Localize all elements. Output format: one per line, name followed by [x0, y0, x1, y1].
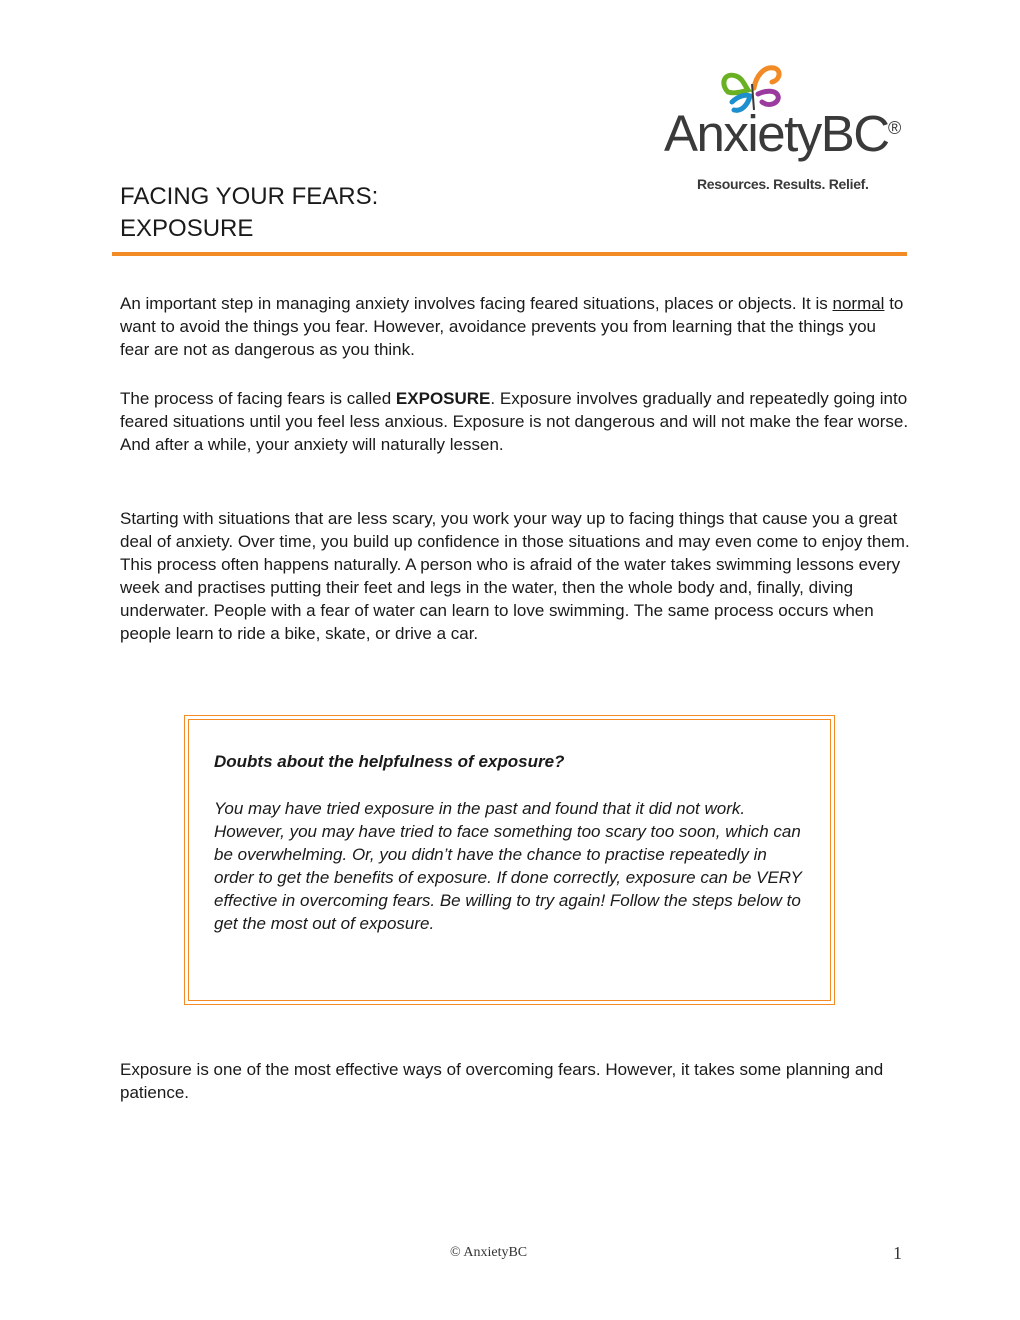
- closing-paragraph: Exposure is one of the most effective ways of overcoming fears. However, it takes some planning and patience.: [120, 1060, 884, 1102]
- logo-wordmark: AnxietyBC: [664, 105, 889, 162]
- callout-inner-border: [188, 719, 831, 1001]
- title-line-2: EXPOSURE: [120, 215, 254, 242]
- title-line-1: FACING YOUR FEARS:: [120, 183, 379, 210]
- p1-underlined-word: normal: [832, 294, 885, 313]
- anxietybc-logo: [660, 62, 920, 197]
- callout-heading: Doubts about the helpfulness of exposure?: [214, 752, 565, 771]
- footer-copyright: © AnxietyBC: [450, 1245, 528, 1260]
- page-number: 1: [893, 1243, 902, 1263]
- p2-bold-term: EXPOSURE: [395, 389, 491, 408]
- p1-text-a: An important step in managing anxiety involves facing feared situations, places or objects. It is: [120, 294, 833, 313]
- gradual-process-paragraph: Starting with situations that are less scary, you work your way up to facing things that cause you a great deal of anxiety. Over time, you build up confidence in those situations and may even come to enjoy them. This process often happens naturally. A person who is afraid of the water takes swimming lessons every week and practises putting their feet and legs in the water, then the whole body and, finally, diving underwater. People with a fear of water can learn to love swimming. The same process occurs when people learn to ride a bike, skate, or drive a car.: [120, 509, 910, 643]
- exposure-definition-paragraph: [120, 387, 910, 456]
- p2-text-a: The process of facing fears is called: [120, 389, 396, 408]
- p1-text-b: to want to avoid the things you fear. However, avoidance prevents you from learning that the things you fear are not as dangerous as you think.: [120, 294, 904, 359]
- page-title: [120, 181, 378, 245]
- logo-tagline: Resources. Results. Relief.: [697, 176, 869, 192]
- intro-paragraph: [120, 292, 910, 361]
- doubts-callout-box: [184, 715, 835, 1005]
- callout-body: You may have tried exposure in the past and found that it did not work. However, you may have tried to face something too scary too soon, which can be overwhelming. Or, you didn’t have the chance to practise repeatedly in order to get the benefits of exposure. If done correctly, exposure can be VERY effective in overcoming fears. Be willing to try again! Follow the steps below to get the most out of exposure.: [214, 799, 802, 933]
- p2-text-b: . Exposure involves gradually and repeatedly going into feared situations until you feel less anxious. Exposure is not dangerous and will not make the fear worse. And after a while, your anxiety will naturally lessen.: [120, 389, 909, 454]
- registered-mark: ®: [888, 118, 902, 138]
- header-divider: [112, 252, 907, 256]
